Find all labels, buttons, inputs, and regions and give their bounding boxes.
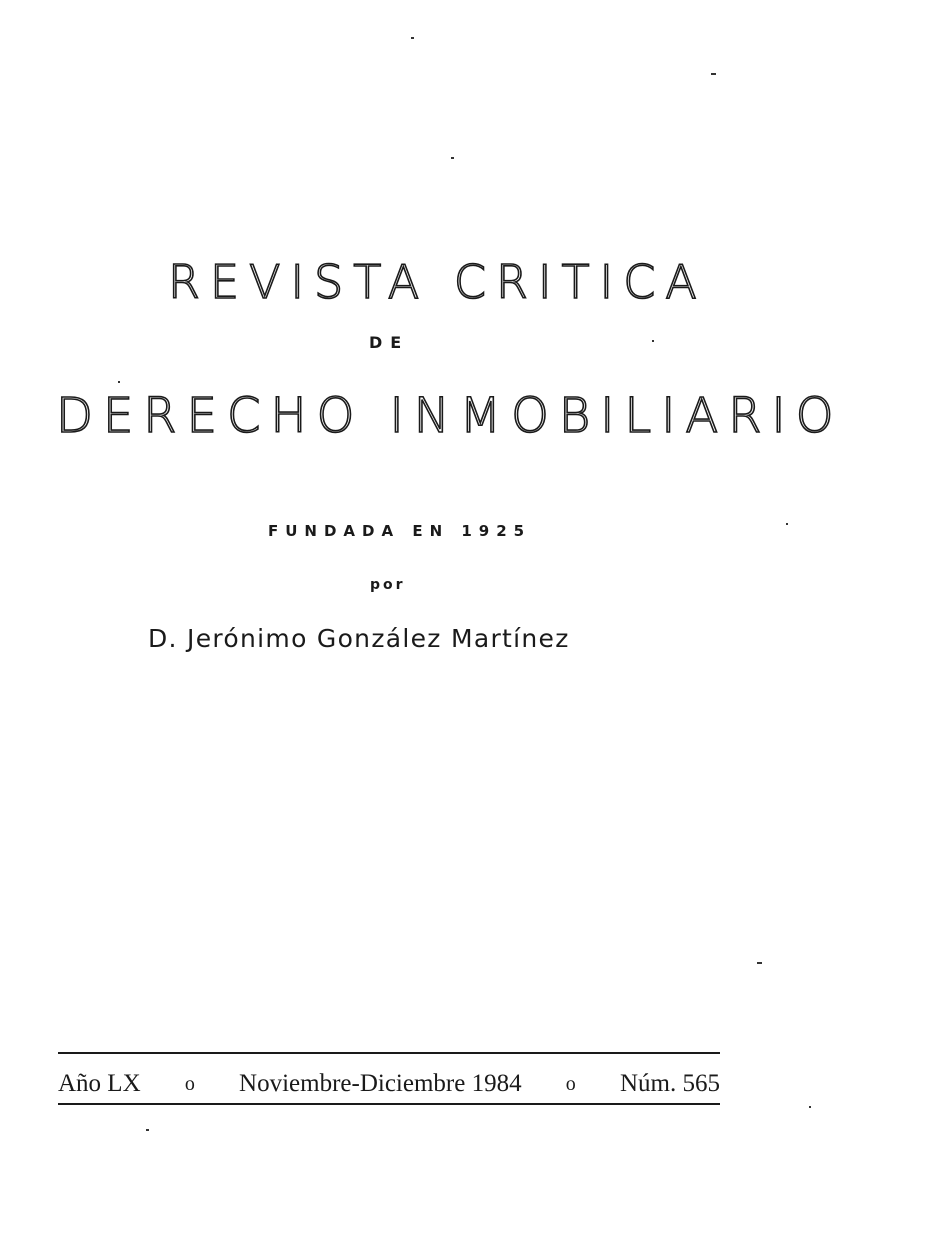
journal-title-line-2: DE — [369, 333, 410, 352]
scan-speck — [652, 340, 654, 342]
scan-speck — [451, 157, 454, 159]
issue-info — [58, 1067, 720, 1101]
issue-period: Noviembre-Diciembre 1984 — [239, 1070, 522, 1097]
journal-title-line-1: REVISTA CRITICA — [168, 255, 707, 309]
scan-speck — [118, 381, 120, 383]
by-line: por — [370, 577, 406, 593]
founder-name: D. Jerónimo González Martínez — [148, 624, 570, 653]
scan-speck — [146, 1129, 149, 1131]
separator-circle: o — [184, 1072, 195, 1095]
issue-number: Núm. 565 — [620, 1070, 720, 1097]
scan-speck — [757, 962, 762, 964]
scan-speck — [711, 73, 716, 75]
founded-line: FUNDADA EN 1925 — [268, 522, 532, 540]
journal-title-line-3: DERECHO INMOBILIARIO — [56, 388, 844, 444]
scan-speck — [786, 523, 788, 525]
scan-speck — [411, 37, 414, 39]
issue-year: Año LX — [58, 1070, 141, 1097]
separator-circle: o — [565, 1072, 576, 1095]
footer-bottom-rule — [58, 1103, 720, 1105]
footer-top-rule — [58, 1052, 720, 1054]
scan-speck — [809, 1106, 811, 1108]
